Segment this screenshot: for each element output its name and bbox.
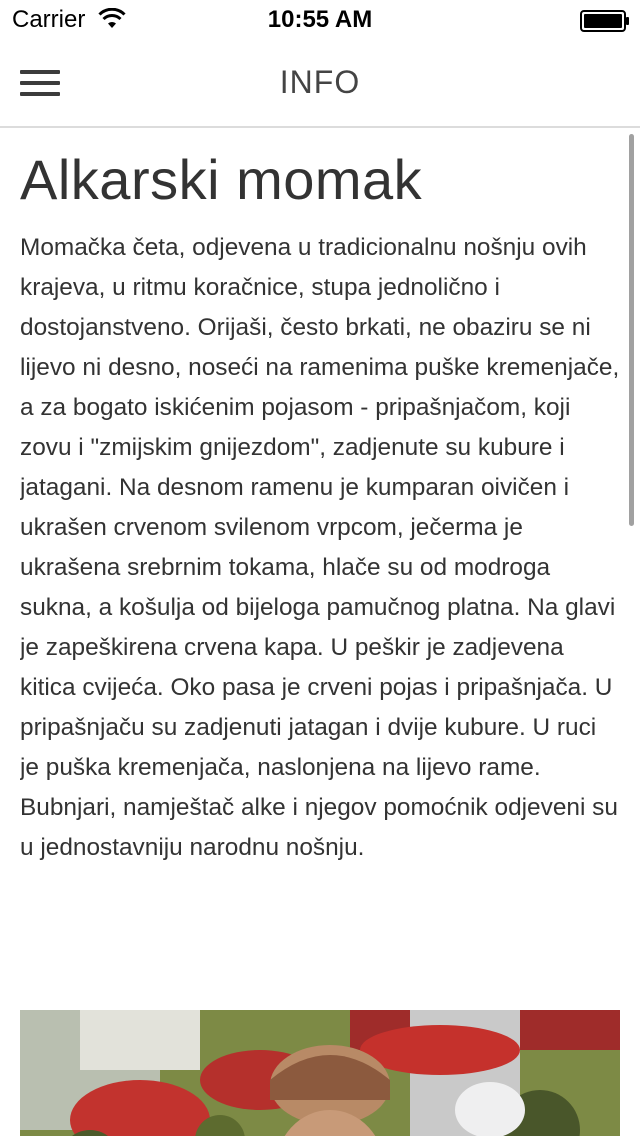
page-title: INFO bbox=[279, 64, 361, 100]
article-body: Momačka četa, odjevena u tradicionalnu nošnju ovih krajeva, u ritmu koračnice, stupa jednolično i dostojanstveno. Orijaši, često brkati, ne obaziru se ni lijevo ni desno, noseći na ramenima puške kremenjače, a za bogato iskićenim pojasom - pripašnjačom, koji zovu i "zmijskim gnijezdom", zadjenute su kubure i jatagani. Na desnom ramenu je kumparan oivičen i ukrašen crvenom svilenom vrpcom, ječerma je ukrašena srebrnim tokama, hlače su od modroga sukna, a košulja od bijeloga pamučnog platna. Na glavi je zapeškirena crvena kapa. U peškir je zadjevena kitica cvijeća. Oko pasa je crveni pojas i pripašnjača. U pripašnjaču su zadjenuti jatagan i dvije kubure. U ruci je puška kremenjača, naslonjena na lijevo rame. Bubnjari, namještač alke i njegov pomoćnik odjeveni su u jednostavniju narodnu nošnju. bbox=[20, 234, 620, 861]
scrollbar[interactable] bbox=[629, 134, 634, 526]
battery-icon bbox=[580, 10, 630, 37]
clock: 10:55 AM bbox=[267, 6, 373, 33]
article-content[interactable] bbox=[20, 128, 620, 1136]
carrier-label: Carrier bbox=[12, 6, 86, 33]
article-photo bbox=[20, 1010, 620, 1136]
navigation-bar bbox=[0, 40, 640, 128]
status-bar bbox=[0, 0, 640, 40]
article-title: Alkarski momak bbox=[20, 148, 423, 211]
